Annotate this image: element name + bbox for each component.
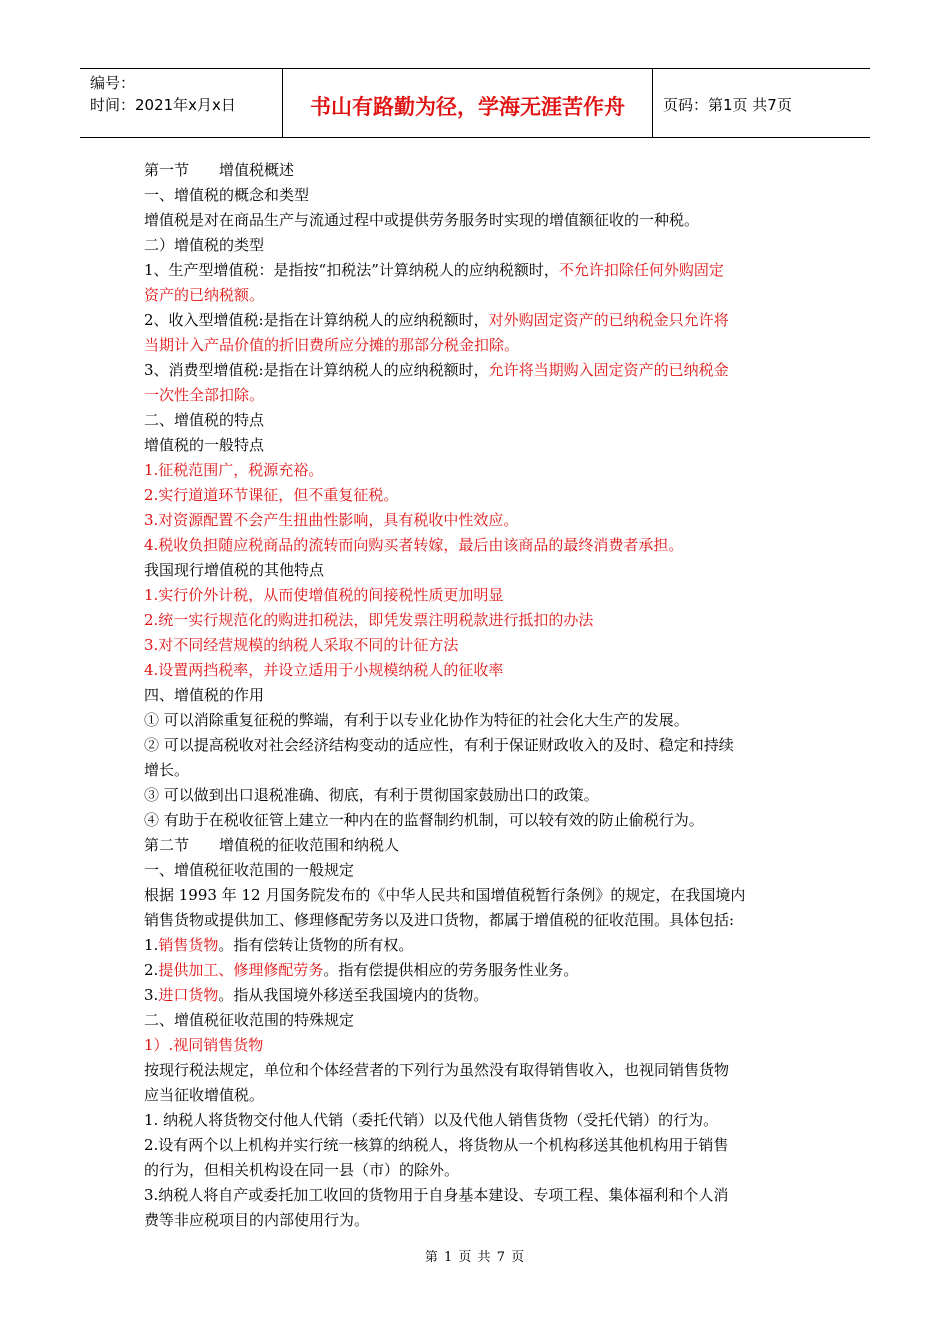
highlighted-text: 销售货物: [158, 936, 219, 954]
text-line: [144, 508, 812, 533]
text-line: [144, 183, 812, 208]
text-line: [144, 283, 812, 308]
text-line: [144, 483, 812, 508]
highlighted-text: 2.实行道道环节课征，但不重复征税。: [144, 486, 399, 504]
text-line: [144, 733, 812, 758]
body-text: 2.设有两个以上机构并实行统一核算的纳税人，将货物从一个机构移送其他机构用于销售: [144, 1136, 729, 1154]
text-line: [144, 883, 812, 908]
text-line: [144, 1058, 812, 1083]
body-text: 1、生产型增值税：是指按“扣税法”计算纳税人的应纳税额时，: [144, 261, 559, 279]
highlighted-text: 进口货物: [158, 986, 219, 1004]
body-text: 一、增值税的概念和类型: [144, 186, 310, 204]
highlighted-text: 1.征税范围广，税源充裕。: [144, 461, 324, 479]
highlighted-text: 4.税收负担随应税商品的流转而向购买者转嫁，最后由该商品的最终消费者承担。: [144, 536, 684, 554]
body-text: 销售货物或提供加工、修理修配劳务以及进口货物，都属于增值税的征收范围。具体包括:: [144, 911, 735, 929]
body-text: ① 可以消除重复征税的弊端，有利于以专业化协作为特征的社会化大生产的发展。: [144, 711, 689, 729]
header-page-info: 页码：第1页 共7页: [663, 95, 792, 114]
body-text: 应当征收增值税。: [144, 1086, 265, 1104]
body-text: ② 可以提高税收对社会经济结构变动的适应性，有利于保证财政收入的及时、稳定和持续: [144, 736, 734, 754]
text-line: [144, 608, 812, 633]
header-motto: 书山有路勤为径，学海无涯苦作舟: [283, 69, 653, 137]
text-line: [144, 1133, 812, 1158]
body-text: 费等非应税项目的内部使用行为。: [144, 1211, 370, 1229]
document-date-label: 时间：2021年x月x日: [90, 96, 236, 114]
text-line: [144, 908, 812, 933]
text-line: [144, 308, 812, 333]
text-line: [144, 1033, 812, 1058]
body-text: 1.: [144, 936, 159, 954]
text-line: [144, 433, 812, 458]
body-text: 增长。: [144, 761, 190, 779]
body-text: 四、增值税的作用: [144, 686, 265, 704]
text-line: [144, 658, 812, 683]
body-text: 。指有偿提供相应的劳务服务性业务。: [323, 961, 579, 979]
body-text: 第二节 增值税的征收范围和纳税人: [144, 836, 400, 854]
text-line: [144, 858, 812, 883]
text-line: [144, 708, 812, 733]
body-text: 3.纳税人将自产或委托加工收回的货物用于自身基本建设、专项工程、集体福利和个人消: [144, 1186, 729, 1204]
text-line: [144, 983, 812, 1008]
text-line: [144, 1208, 812, 1233]
highlighted-text: 对外购固定资产的已纳税金只允许将: [488, 311, 729, 329]
highlighted-text: 3.对不同经营规模的纳税人采取不同的计征方法: [144, 636, 459, 654]
text-line: [144, 158, 812, 183]
body-text: 3、消费型增值税:是指在计算纳税人的应纳税额时，: [144, 361, 489, 379]
highlighted-text: 当期计入产品价值的折旧费所应分摊的那部分税金扣除。: [144, 336, 520, 354]
text-line: [144, 558, 812, 583]
body-text: 按现行税法规定，单位和个体经营者的下列行为虽然没有取得销售收入，也视同销售货物: [144, 1061, 730, 1079]
text-line: [144, 633, 812, 658]
highlighted-text: 资产的已纳税额。: [144, 286, 265, 304]
text-line: [144, 808, 812, 833]
highlighted-text: 4.设置两挡税率，并设立适用于小规模纳税人的征收率: [144, 661, 504, 679]
text-line: [144, 833, 812, 858]
body-text: 的行为，但相关机构设在同一县（市）的除外。: [144, 1161, 460, 1179]
text-line: [144, 383, 812, 408]
text-line: [144, 1183, 812, 1208]
body-text: 根据 1993 年 12 月国务院发布的《中华人民共和国增值税暂行条例》的规定，在我国境内: [144, 886, 746, 904]
body-text: 我国现行增值税的其他特点: [144, 561, 325, 579]
text-line: [144, 533, 812, 558]
body-text: 增值税的一般特点: [144, 436, 265, 454]
body-text: 1. 纳税人将货物交付他人代销（委托代销）以及代他人销售货物（受托代销）的行为。: [144, 1111, 719, 1129]
body-text: 二、增值税征收范围的特殊规定: [144, 1011, 355, 1029]
text-line: [144, 933, 812, 958]
text-line: [144, 1108, 812, 1133]
highlighted-text: 允许将当期购入固定资产的已纳税金: [488, 361, 729, 379]
text-line: [144, 1083, 812, 1108]
text-line: [144, 358, 812, 383]
text-line: [144, 958, 812, 983]
document-body: [144, 158, 812, 1233]
body-text: 。指从我国境外移送至我国境内的货物。: [218, 986, 489, 1004]
page-header: [80, 68, 870, 138]
body-text: 3.: [144, 986, 159, 1004]
body-text: ③ 可以做到出口退税准确、彻底，有利于贯彻国家鼓励出口的政策。: [144, 786, 599, 804]
text-line: [144, 683, 812, 708]
text-line: [144, 333, 812, 358]
text-line: [144, 583, 812, 608]
body-text: 2、收入型增值税:是指在计算纳税人的应纳税额时，: [144, 311, 489, 329]
highlighted-text: 2.统一实行规范化的购进扣税法，即凭发票注明税款进行抵扣的办法: [144, 611, 594, 629]
page-footer: 第 1 页 共 7 页: [424, 1250, 526, 1265]
body-text: 2.: [144, 961, 159, 979]
highlighted-text: 3.对资源配置不会产生扭曲性影响，具有税收中性效应。: [144, 511, 519, 529]
text-line: [144, 783, 812, 808]
text-line: [144, 233, 812, 258]
highlighted-text: 提供加工、修理修配劳务: [158, 961, 324, 979]
text-line: [144, 758, 812, 783]
text-line: [144, 258, 812, 283]
body-text: 二）增值税的类型: [144, 236, 265, 254]
text-line: [144, 1158, 812, 1183]
body-text: 第一节 增值税概述: [144, 161, 295, 179]
header-info-cell: [80, 69, 283, 137]
highlighted-text: 1）.视同销售货物: [144, 1036, 264, 1054]
body-text: 一、增值税征收范围的一般规定: [144, 861, 355, 879]
highlighted-text: 不允许扣除任何外购固定: [558, 261, 724, 279]
body-text: 增值税是对在商品生产与流通过程中或提供劳务服务时实现的增值额征收的一种税。: [144, 211, 700, 229]
text-line: [144, 458, 812, 483]
highlighted-text: 一次性全部扣除。: [144, 386, 265, 404]
text-line: [144, 208, 812, 233]
text-line: [144, 408, 812, 433]
body-text: 。指有偿转让货物的所有权。: [218, 936, 414, 954]
body-text: ④ 有助于在税收征管上建立一种内在的监督制约机制，可以较有效的防止偷税行为。: [144, 811, 704, 829]
highlighted-text: 1.实行价外计税，从而使增值税的间接税性质更加明显: [144, 586, 504, 604]
text-line: [144, 1008, 812, 1033]
document-number-label: 编号：: [90, 74, 136, 92]
body-text: 二、增值税的特点: [144, 411, 265, 429]
